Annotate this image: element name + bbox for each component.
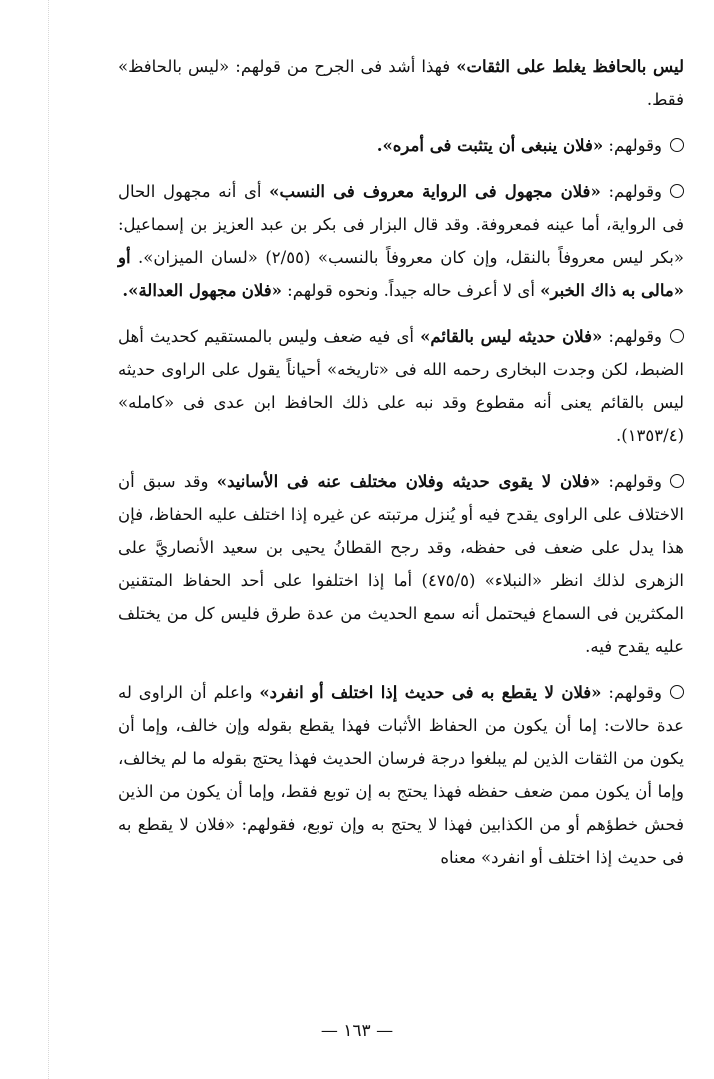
page-fold-mark [48,0,49,1079]
bold-term: «فلان مجهول فى الرواية معروف فى النسب» [269,182,601,201]
text-run: عدى فى «كامله» (١٣٥٣/٤). [118,393,684,445]
paragraph [118,175,684,307]
text-run: كحديث أهل الضبط، لكن وجدت البخارى رحمه الله فى «تاريخه» أحياناً يقول [118,327,685,379]
text-run: على الراوى حديثه ليس بالقائم يعنى أنه مقطوع وقد نبه على ذلك الحافظ ابن [118,360,684,412]
text-body [118,50,684,874]
text-run: إسماعيل: «بكر ليس معروفاً بالنقل، وإن كان معروفاً بالنسب» (٢/٥٥) «لسان [118,215,684,267]
circle-bullet-icon [670,474,684,488]
text-run: فليس كل من يختلف عليه يقدح فيه. [118,604,684,656]
paragraph-gap [118,307,684,320]
paragraph [118,320,684,452]
paragraph [118,465,684,663]
text-run: أحد الحفاظ المتقنين المكثرين فى السماع فيحتمل أنه سمع الحديث من عدة طرق [118,571,685,623]
bold-term: «فلان [241,281,282,300]
text-run: الميزان». [130,248,204,267]
text-run: وقولهم: [602,327,662,346]
circle-bullet-icon [670,329,684,343]
paragraph [118,676,684,874]
text-run: وقد [183,472,217,491]
text-run: فقط، وإما أن يكون من الذين فحش خطؤهم أو من الكذابين فهذا لا يحتج [118,782,684,834]
text-run: سعيد الأنصاريَّ على الزهرى لذلك انظر «النبلاء» (٤٧٥/٥) أما إذا اختلفوا على [118,538,685,590]
circle-bullet-icon [670,138,684,152]
text-run: أى أنه مجهول [162,182,270,201]
circle-bullet-icon [670,685,684,699]
text-run: وقولهم: [600,472,662,491]
text-run: فهذا أشد فى الجرح من قولهم: «ليس بالحافظ» [118,57,457,76]
text-run: أى لا أعرف حاله جيداً. ونحوه قولهم: [281,281,541,300]
text-run: سبق أن الاختلاف على الراوى يقدح فيه أو يُنزل مرتبته عن غيره إذا اختلف [118,472,684,524]
text-run: به وإن توبع، فقولهم: «فلان لا يقطع به فى حديث إذا اختلف أو انفرد» معناه [118,815,684,867]
text-run: وقولهم: [601,683,662,702]
text-run: أن الراوى له عدة حالات: إما أن يكون من الحفاظ الأثبات فهذا يقطع بقوله [118,683,685,735]
paragraph-gap [118,663,684,676]
text-run: يحتج بقوله ما لم يخالف، وإما أن يكون ممن ضعف حفظه فهذا يحتج به إن توبع [118,749,684,801]
text-run: فقط. [646,90,684,109]
bold-term: مجهول العدالة». [122,281,237,300]
paragraph-gap [118,452,684,465]
paragraph-gap [118,116,684,129]
text-run: واعلم [213,683,260,702]
bold-term: «فلان حديثه ليس بالقائم» [420,327,603,346]
circle-bullet-icon [670,184,684,198]
paragraph [118,129,684,162]
bold-term: «فلان ينبغى أن يتثبت فى أمره». [376,136,604,155]
bold-term: «فلان لا يقطع به فى حديث إذا اختلف أو انفرد» [259,683,602,702]
bold-term: ليس بالحافظ يغلط على الثقات» [456,57,684,76]
bold-term: «فلان لا يقوى حديثه وفلان مختلف عنه فى الأسانيد» [216,472,601,491]
text-run: وإن خالف، وإما أن يكون من الثقات الذين لم يبلغوا درجة فرسان الحديث فهذا [118,716,685,768]
paragraph-gap [118,162,684,175]
text-run: وقولهم: [600,182,662,201]
page-number: — ١٦٣ — [320,1021,394,1041]
bold-term: أو «مالى به ذاك الخبر» [118,248,684,300]
text-run: وقولهم: [603,136,662,155]
text-run: أى فيه ضعف وليس بالمستقيم [204,327,421,346]
text-run: الحال فى الرواية، أما عينه فمعروفة. وقد قال البزار فى بكر بن عبد العزيز بن [118,182,685,234]
paragraph [118,50,684,116]
text-run: عليه الحفاظ، فإن هذا يدل على ضعف فى حفظه، وقد رجح القطانُ يحيى بن [118,505,684,557]
